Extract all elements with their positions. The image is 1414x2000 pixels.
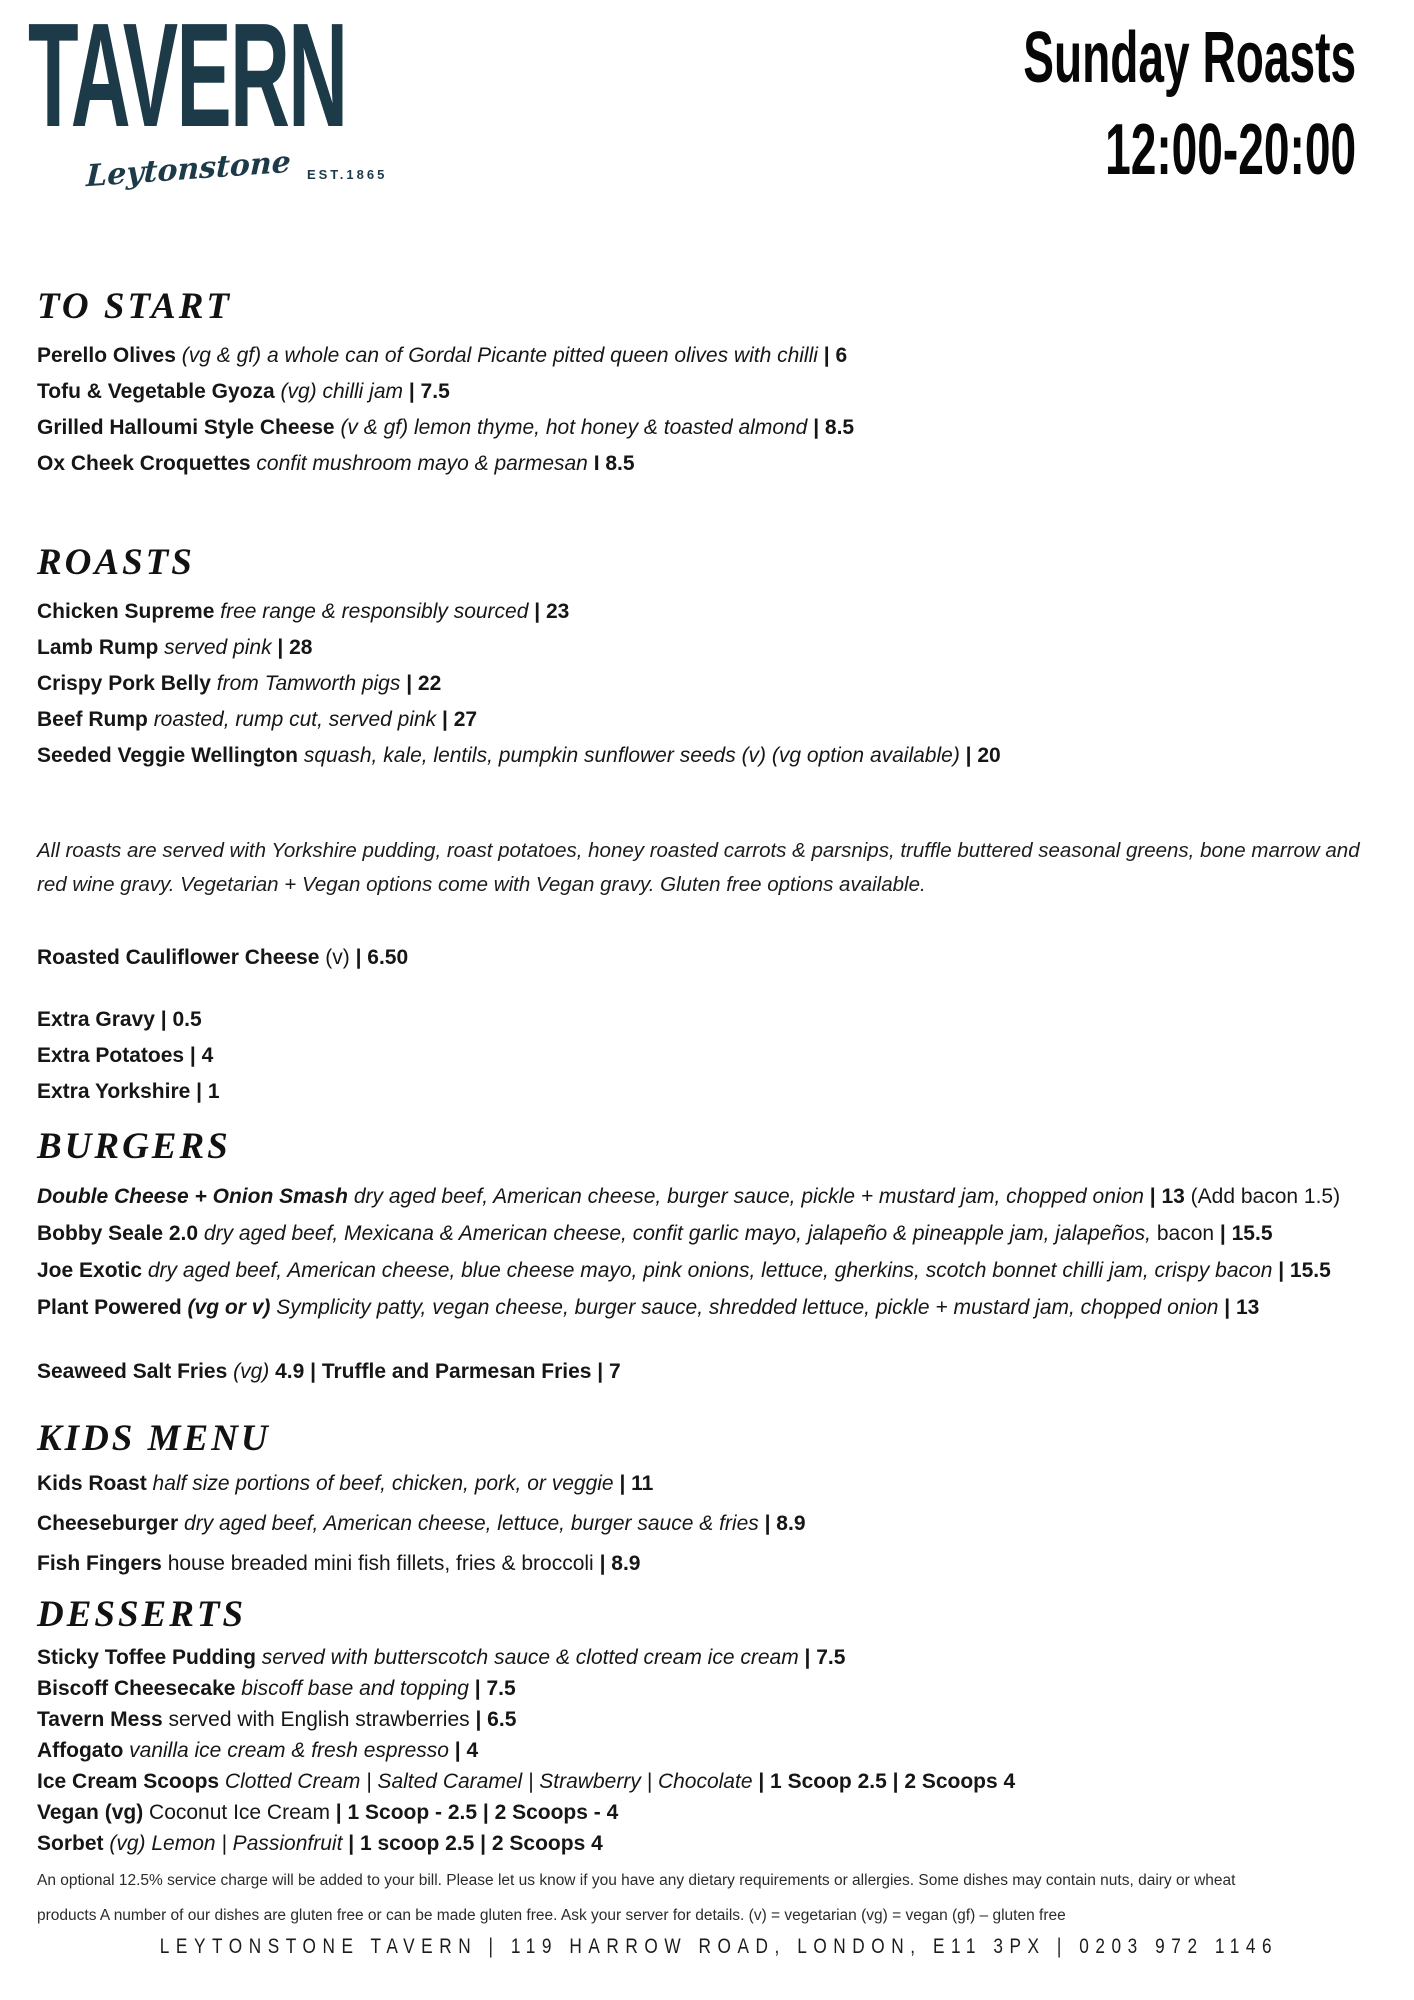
- header: [0, 0, 1414, 195]
- menu-item: [37, 410, 1384, 446]
- menu-item: [37, 940, 1384, 976]
- item-name: Chicken Supreme: [37, 600, 215, 623]
- item-name: Lamb Rump: [37, 636, 159, 659]
- menu-item: [37, 1252, 1384, 1289]
- logo-established-text: EST.1865: [306, 167, 388, 182]
- item-desc: house breaded mini fish fillets, fries & broccoli: [161, 1552, 594, 1575]
- item-name: Sorbet: [37, 1832, 104, 1855]
- item-desc: free range & responsibly sourced: [214, 600, 529, 623]
- item-price: | 20: [959, 744, 1001, 767]
- item-price: | 22: [400, 672, 442, 695]
- item-desc: (vg or v): [181, 1296, 271, 1319]
- item-name: Grilled Halloumi Style Cheese: [37, 416, 335, 439]
- item-price: | 8.9: [758, 1512, 806, 1535]
- menu-item: [37, 1178, 1384, 1215]
- item-price: I 8.5: [587, 452, 635, 475]
- item-name: Perello Olives: [37, 344, 176, 367]
- item-desc: served with butterscotch sauce & clotted cream ice cream: [255, 1646, 805, 1669]
- menu-item: [37, 1544, 1384, 1584]
- item-name: Bobby Seale 2.0: [37, 1222, 199, 1245]
- item-name: Cheeseburger: [37, 1512, 179, 1535]
- smallprint-line: An optional 12.5% service charge will be added to your bill. Please let us know if you have any dietary requirements or allergies. Some dishes may contain nuts, dairy or wheat: [37, 1872, 1236, 1889]
- item-name: Extra Potatoes | 4: [37, 1044, 214, 1067]
- item-name: Fish Fingers: [37, 1552, 162, 1575]
- item-price: | 15.5: [1214, 1222, 1273, 1245]
- item-desc: (vg) Lemon | Passionfruit: [103, 1832, 349, 1855]
- menu-item: [37, 374, 1384, 410]
- item-desc: Clotted Cream | Salted Caramel | Strawberry | Chocolate: [219, 1770, 753, 1793]
- menu-item: [37, 1354, 1384, 1390]
- item-desc: (vg) chilli jam: [274, 380, 404, 403]
- address-row: [37, 1935, 1384, 1959]
- menu-item: [37, 1215, 1384, 1252]
- item-desc: (vg): [227, 1360, 270, 1383]
- section-heading-roasts: ROASTS: [37, 542, 195, 583]
- item-price: | 13: [1218, 1296, 1260, 1319]
- roasts-items: [37, 594, 1384, 774]
- item-name: Tavern Mess: [37, 1708, 163, 1731]
- item-desc: dry aged beef, American cheese, lettuce, burger sauce & fries: [178, 1512, 759, 1535]
- logo-wordmark: TAVERN: [28, 0, 347, 158]
- menu-item: [37, 1735, 1384, 1766]
- item-price: | 6: [817, 344, 848, 367]
- item-name: Vegan (vg): [37, 1801, 144, 1824]
- item-price: | 1 scoop 2.5 | 2 Scoops 4: [348, 1832, 603, 1855]
- item-price: | 8.5: [807, 416, 855, 439]
- menu-item: [37, 1504, 1384, 1544]
- item-price: | 4: [448, 1739, 479, 1762]
- menu-item: [37, 1074, 1384, 1110]
- item-name: Ice Cream Scoops: [37, 1770, 220, 1793]
- menu-item: [37, 1642, 1384, 1673]
- item-name: Joe Exotic: [37, 1259, 143, 1282]
- item-price: | 7.5: [468, 1677, 516, 1700]
- item-price: | 1 Scoop - 2.5 | 2 Scoops - 4: [329, 1801, 619, 1824]
- burgers-items: [37, 1178, 1384, 1326]
- item-desc: Symplicity patty, vegan cheese, burger sauce, shredded lettuce, pickle + mustard jam, chopped onion: [270, 1296, 1219, 1319]
- item-name: Double Cheese + Onion Smash: [37, 1185, 348, 1208]
- menu-body: [0, 284, 1414, 1859]
- menu-item: [37, 1002, 1384, 1038]
- item-price: | 23: [528, 600, 570, 623]
- item-desc: (vg & gf) a whole can of Gordal Picante pitted queen olives with chilli: [175, 344, 818, 367]
- item-desc: biscoff base and topping: [235, 1677, 469, 1700]
- item-price: | 27: [436, 708, 478, 731]
- kids-items: [37, 1464, 1384, 1584]
- item-desc: bacon: [1151, 1222, 1215, 1245]
- item-desc: dry aged beef, American cheese, blue cheese mayo, pink onions, lettuce, gherkins, scotch bonnet chilli jam, crispy bacon: [142, 1259, 1273, 1282]
- menu-item: [37, 1766, 1384, 1797]
- item-desc: served with English strawberries: [162, 1708, 476, 1731]
- menu-item: [37, 1038, 1384, 1074]
- item-desc: half size portions of beef, chicken, pork, or veggie: [146, 1472, 614, 1495]
- menu-item: [37, 1704, 1384, 1735]
- item-name: Tofu & Vegetable Gyoza: [37, 380, 275, 403]
- menu-item: [37, 446, 1384, 482]
- menu-item: [37, 338, 1384, 374]
- item-price: | 7.5: [804, 1646, 846, 1669]
- service-hours: [836, 12, 1356, 196]
- section-heading-kids-menu: KIDS MENU: [37, 1418, 271, 1459]
- item-price: | 28: [271, 636, 313, 659]
- item-desc: dry aged beef, Mexicana & American cheese, confit garlic mayo, jalapeño & pineapple jam, jalapeños,: [198, 1222, 1152, 1245]
- item-price: | 15.5: [1272, 1259, 1331, 1282]
- menu-item: [37, 1797, 1384, 1828]
- fries: [37, 1354, 1384, 1390]
- item-desc: (v): [319, 946, 350, 969]
- section-heading-burgers: BURGERS: [37, 1126, 231, 1167]
- menu-item: [37, 738, 1384, 774]
- item-desc: dry aged beef, American cheese, burger sauce, pickle + mustard jam, chopped onion: [348, 1185, 1144, 1208]
- item-name: Sticky Toffee Pudding: [37, 1646, 256, 1669]
- smallprint: [37, 1867, 1384, 1929]
- menu-item: [37, 1289, 1384, 1326]
- item-name: Ox Cheek Croquettes: [37, 452, 251, 475]
- item-desc: roasted, rump cut, served pink: [147, 708, 437, 731]
- tavern-logo: [28, 0, 597, 195]
- item-name: Beef Rump: [37, 708, 148, 731]
- item-desc: (v & gf) lemon thyme, hot honey & toasted almond: [334, 416, 808, 439]
- logo-script-text: Leytonstone: [85, 144, 292, 195]
- service-times: 12:00-20:00: [1104, 110, 1356, 190]
- item-price: | 6.50: [349, 946, 409, 969]
- item-name: Roasted Cauliflower Cheese: [37, 946, 320, 969]
- cauliflower: [37, 940, 1384, 976]
- address-line: LEYTONSTONE TAVERN | 119 HARROW ROAD, LONDON, E11 3PX | 0203 972 1146: [159, 1935, 1279, 1958]
- item-name: Kids Roast: [37, 1472, 147, 1495]
- item-desc: Coconut Ice Cream: [143, 1801, 330, 1824]
- item-price: | 6.5: [475, 1708, 517, 1731]
- footer: [0, 1867, 1414, 1959]
- menu-item: [37, 594, 1384, 630]
- item-name: Plant Powered: [37, 1296, 182, 1319]
- menu-item: [37, 702, 1384, 738]
- section-heading-to-start: TO START: [37, 286, 232, 327]
- item-desc: served pink: [158, 636, 272, 659]
- item-name: Seaweed Salt Fries: [37, 1360, 228, 1383]
- smallprint-line: products A number of our dishes are gluten free or can be made gluten free. Ask your server for details. (v) = vegetarian (vg) = vegan (gf) – gluten free: [37, 1907, 1066, 1924]
- menu-item: [37, 1828, 1384, 1859]
- item-price: | 8.9: [593, 1552, 641, 1575]
- desserts-items: [37, 1642, 1384, 1859]
- item-name: Biscoff Cheesecake: [37, 1677, 236, 1700]
- item-desc: from Tamworth pigs: [210, 672, 401, 695]
- item-name: Extra Yorkshire | 1: [37, 1080, 220, 1103]
- item-name: Crispy Pork Belly: [37, 672, 211, 695]
- item-price: | 11: [613, 1472, 654, 1495]
- service-title: Sunday Roasts: [1023, 18, 1356, 98]
- item-name: Extra Gravy | 0.5: [37, 1008, 202, 1031]
- roasts-note: All roasts are served with Yorkshire pudding, roast potatoes, honey roasted carrots & parsnips, truffle buttered seasonal greens, bone marrow and red wine gravy. Vegetarian + Vegan options come with Vegan gravy. Gluten free options available.: [37, 839, 1360, 896]
- menu-item: [37, 1673, 1384, 1704]
- item-price: 4.9 | Truffle and Parmesan Fries | 7: [269, 1360, 621, 1383]
- item-price: | 7.5: [403, 380, 450, 403]
- item-desc: squash, kale, lentils, pumpkin sunflower seeds (v) (vg option available): [298, 744, 960, 767]
- item-desc: confit mushroom mayo & parmesan: [250, 452, 588, 475]
- extras: [37, 1002, 1384, 1110]
- menu-item: [37, 666, 1384, 702]
- menu-item: [37, 630, 1384, 666]
- item-desc: (Add bacon 1.5): [1184, 1185, 1341, 1208]
- item-desc: vanilla ice cream & fresh espresso: [123, 1739, 449, 1762]
- section-heading-desserts: DESSERTS: [37, 1594, 247, 1635]
- item-price: | 13: [1143, 1185, 1185, 1208]
- item-price: | 1 Scoop 2.5 | 2 Scoops 4: [752, 1770, 1016, 1793]
- to-start-items: [37, 338, 1384, 482]
- menu-item: [37, 1464, 1384, 1504]
- item-name: Seeded Veggie Wellington: [37, 744, 298, 767]
- item-name: Affogato: [37, 1739, 124, 1762]
